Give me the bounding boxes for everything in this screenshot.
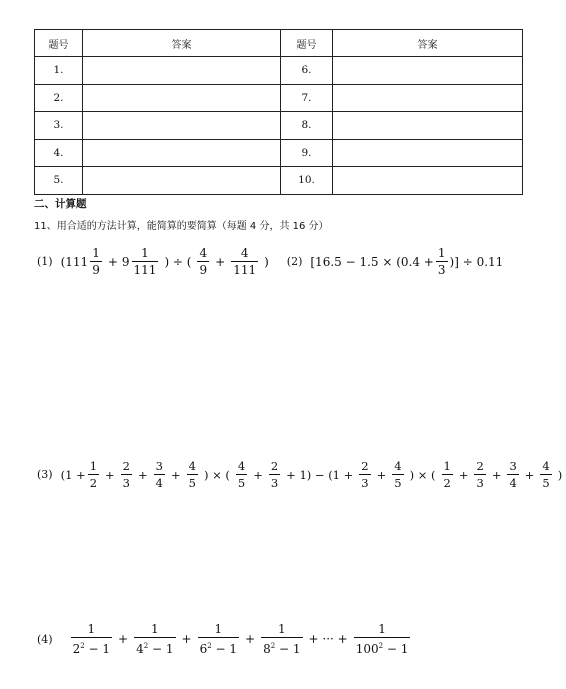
question-number: 7. bbox=[281, 84, 333, 112]
base: 2 bbox=[72, 642, 81, 656]
fraction bbox=[132, 246, 159, 277]
answer-cell[interactable] bbox=[333, 167, 523, 195]
denominator: 3 bbox=[476, 476, 484, 490]
numerator: 3 bbox=[509, 459, 517, 473]
operator: + bbox=[253, 467, 263, 482]
numerator: 1 bbox=[89, 459, 98, 473]
numerator: 2 bbox=[476, 459, 484, 473]
operator: + bbox=[107, 254, 118, 269]
exponent: 2 bbox=[80, 642, 85, 650]
answer-cell[interactable] bbox=[333, 139, 523, 167]
denominator: 4 bbox=[509, 476, 517, 490]
numerator: 1 bbox=[141, 246, 149, 260]
fraction bbox=[187, 459, 198, 490]
numerator: 1 bbox=[92, 246, 100, 260]
fraction bbox=[540, 459, 551, 490]
answer-cell[interactable] bbox=[83, 167, 281, 195]
denominator: 5 bbox=[188, 476, 196, 490]
fraction bbox=[231, 246, 258, 277]
question-number: 9. bbox=[281, 139, 333, 167]
fraction bbox=[88, 459, 99, 490]
answer-cell[interactable] bbox=[333, 112, 523, 140]
denominator: 111 bbox=[233, 263, 257, 277]
fraction bbox=[90, 246, 102, 277]
numerator: 1 bbox=[443, 459, 451, 473]
answer-cell[interactable] bbox=[83, 139, 281, 167]
table-row bbox=[35, 112, 523, 140]
fraction bbox=[442, 459, 453, 490]
fraction bbox=[121, 459, 132, 490]
answer-cell[interactable] bbox=[83, 84, 281, 112]
denominator: 5 bbox=[237, 476, 246, 490]
denominator bbox=[261, 637, 302, 656]
denominator bbox=[198, 637, 239, 656]
problem-label: (3) bbox=[37, 468, 53, 481]
math-text: 9 bbox=[121, 254, 130, 269]
denominator: 3 bbox=[361, 476, 369, 490]
operator: ) × ( bbox=[409, 467, 436, 482]
operator: + bbox=[215, 254, 226, 269]
denominator: 2 bbox=[443, 476, 451, 490]
numerator: 2 bbox=[270, 459, 279, 473]
table-row bbox=[35, 167, 523, 195]
operator: + bbox=[105, 467, 115, 482]
numerator: 1 bbox=[277, 622, 286, 636]
operator: + bbox=[118, 632, 129, 646]
problem-label: (1) bbox=[37, 255, 53, 268]
operator: + bbox=[491, 467, 502, 482]
denominator: 5 bbox=[394, 476, 402, 490]
operator: + 1) − (1 + bbox=[286, 467, 354, 482]
numerator: 2 bbox=[361, 459, 369, 473]
denominator: 2 bbox=[89, 476, 98, 490]
problem-1-2-row bbox=[37, 246, 503, 277]
fraction bbox=[436, 246, 448, 277]
denominator: 3 bbox=[437, 263, 446, 277]
numerator: 2 bbox=[122, 459, 130, 473]
numerator: 4 bbox=[240, 246, 249, 260]
denominator: 4 bbox=[155, 476, 163, 490]
operator: + bbox=[376, 467, 387, 482]
fraction bbox=[261, 622, 302, 656]
fraction bbox=[154, 459, 165, 490]
tail: − 1 bbox=[275, 642, 301, 656]
tail: − 1 bbox=[211, 642, 238, 656]
operator: ) × ( bbox=[203, 467, 230, 482]
denominator: 9 bbox=[92, 263, 100, 277]
answer-cell[interactable] bbox=[333, 84, 523, 112]
operator: ) bbox=[557, 467, 563, 482]
fraction bbox=[134, 622, 175, 656]
math-text: (1 + bbox=[60, 467, 86, 482]
problem-3-row bbox=[37, 459, 566, 490]
fraction bbox=[197, 246, 209, 277]
fraction bbox=[507, 459, 518, 490]
fraction bbox=[198, 622, 239, 656]
answer-cell[interactable] bbox=[83, 57, 281, 85]
operator: + bbox=[138, 467, 148, 482]
numerator: 4 bbox=[542, 459, 550, 473]
denominator: 3 bbox=[270, 476, 279, 490]
question-number: 10. bbox=[281, 167, 333, 195]
denominator bbox=[134, 637, 175, 656]
header-answer: 答案 bbox=[333, 30, 523, 57]
denominator bbox=[71, 637, 112, 656]
exponent: 2 bbox=[270, 642, 276, 650]
question-number: 3. bbox=[35, 112, 83, 140]
operator: ) bbox=[264, 254, 269, 269]
math-text: (111 bbox=[60, 254, 89, 269]
operator: + bbox=[524, 467, 535, 482]
question-number: 2. bbox=[35, 84, 83, 112]
base: 6 bbox=[199, 642, 208, 656]
table-row bbox=[35, 84, 523, 112]
denominator: 9 bbox=[199, 263, 208, 277]
table-row bbox=[35, 139, 523, 167]
header-answer: 答案 bbox=[83, 30, 281, 57]
question-number: 8. bbox=[281, 112, 333, 140]
fraction bbox=[236, 459, 247, 490]
answer-table-header bbox=[35, 30, 523, 57]
answer-cell[interactable] bbox=[333, 57, 523, 85]
denominator: 111 bbox=[133, 263, 157, 277]
question-number: 1. bbox=[35, 57, 83, 85]
problem-label: (2) bbox=[286, 255, 303, 268]
question-intro: 11、用合适的方法计算，能简算的要简算（每题 4 分，共 16 分） bbox=[34, 221, 329, 232]
exponent: 2 bbox=[378, 642, 384, 650]
denominator: 3 bbox=[122, 476, 130, 490]
denominator: 5 bbox=[542, 476, 550, 490]
numerator: 3 bbox=[155, 459, 163, 473]
tail: − 1 bbox=[84, 642, 111, 656]
operator: + ··· + bbox=[308, 632, 348, 646]
answer-cell[interactable] bbox=[83, 112, 281, 140]
base: 4 bbox=[136, 642, 144, 656]
answer-table bbox=[34, 29, 523, 195]
numerator: 1 bbox=[214, 622, 223, 636]
question-number: 4. bbox=[35, 139, 83, 167]
operator: + bbox=[245, 632, 256, 646]
numerator: 4 bbox=[237, 459, 246, 473]
numerator: 1 bbox=[150, 622, 159, 636]
fraction bbox=[359, 459, 370, 490]
numerator: 4 bbox=[199, 246, 208, 260]
operator: ) ÷ ( bbox=[164, 254, 192, 269]
numerator: 1 bbox=[437, 246, 446, 260]
tail: − 1 bbox=[383, 642, 409, 656]
exponent: 2 bbox=[207, 642, 212, 650]
exponent: 2 bbox=[143, 642, 149, 650]
fraction bbox=[269, 459, 280, 490]
math-text: [16.5 − 1.5 × (0.4 + bbox=[310, 254, 434, 269]
header-question-no: 题号 bbox=[35, 30, 83, 57]
tail: − 1 bbox=[148, 642, 174, 656]
operator: + bbox=[170, 467, 181, 482]
fraction bbox=[354, 622, 411, 656]
numerator: 1 bbox=[378, 622, 386, 636]
table-row bbox=[35, 57, 523, 85]
fraction bbox=[474, 459, 485, 490]
question-number: 6. bbox=[281, 57, 333, 85]
problem-label: (4) bbox=[37, 632, 53, 646]
question-number: 5. bbox=[35, 167, 83, 195]
numerator: 1 bbox=[87, 622, 96, 636]
numerator: 4 bbox=[188, 459, 196, 473]
base: 8 bbox=[263, 642, 271, 656]
fraction bbox=[71, 622, 112, 656]
problem-4-row bbox=[37, 622, 412, 656]
section-title: 二、计算题 bbox=[34, 198, 87, 210]
denominator bbox=[354, 637, 411, 656]
fraction bbox=[392, 459, 403, 490]
operator: + bbox=[458, 467, 469, 482]
math-text: )] ÷ 0.11 bbox=[449, 254, 504, 269]
header-question-no: 题号 bbox=[281, 30, 333, 57]
operator: + bbox=[181, 632, 192, 646]
base: 100 bbox=[355, 642, 379, 656]
numerator: 4 bbox=[394, 459, 402, 473]
